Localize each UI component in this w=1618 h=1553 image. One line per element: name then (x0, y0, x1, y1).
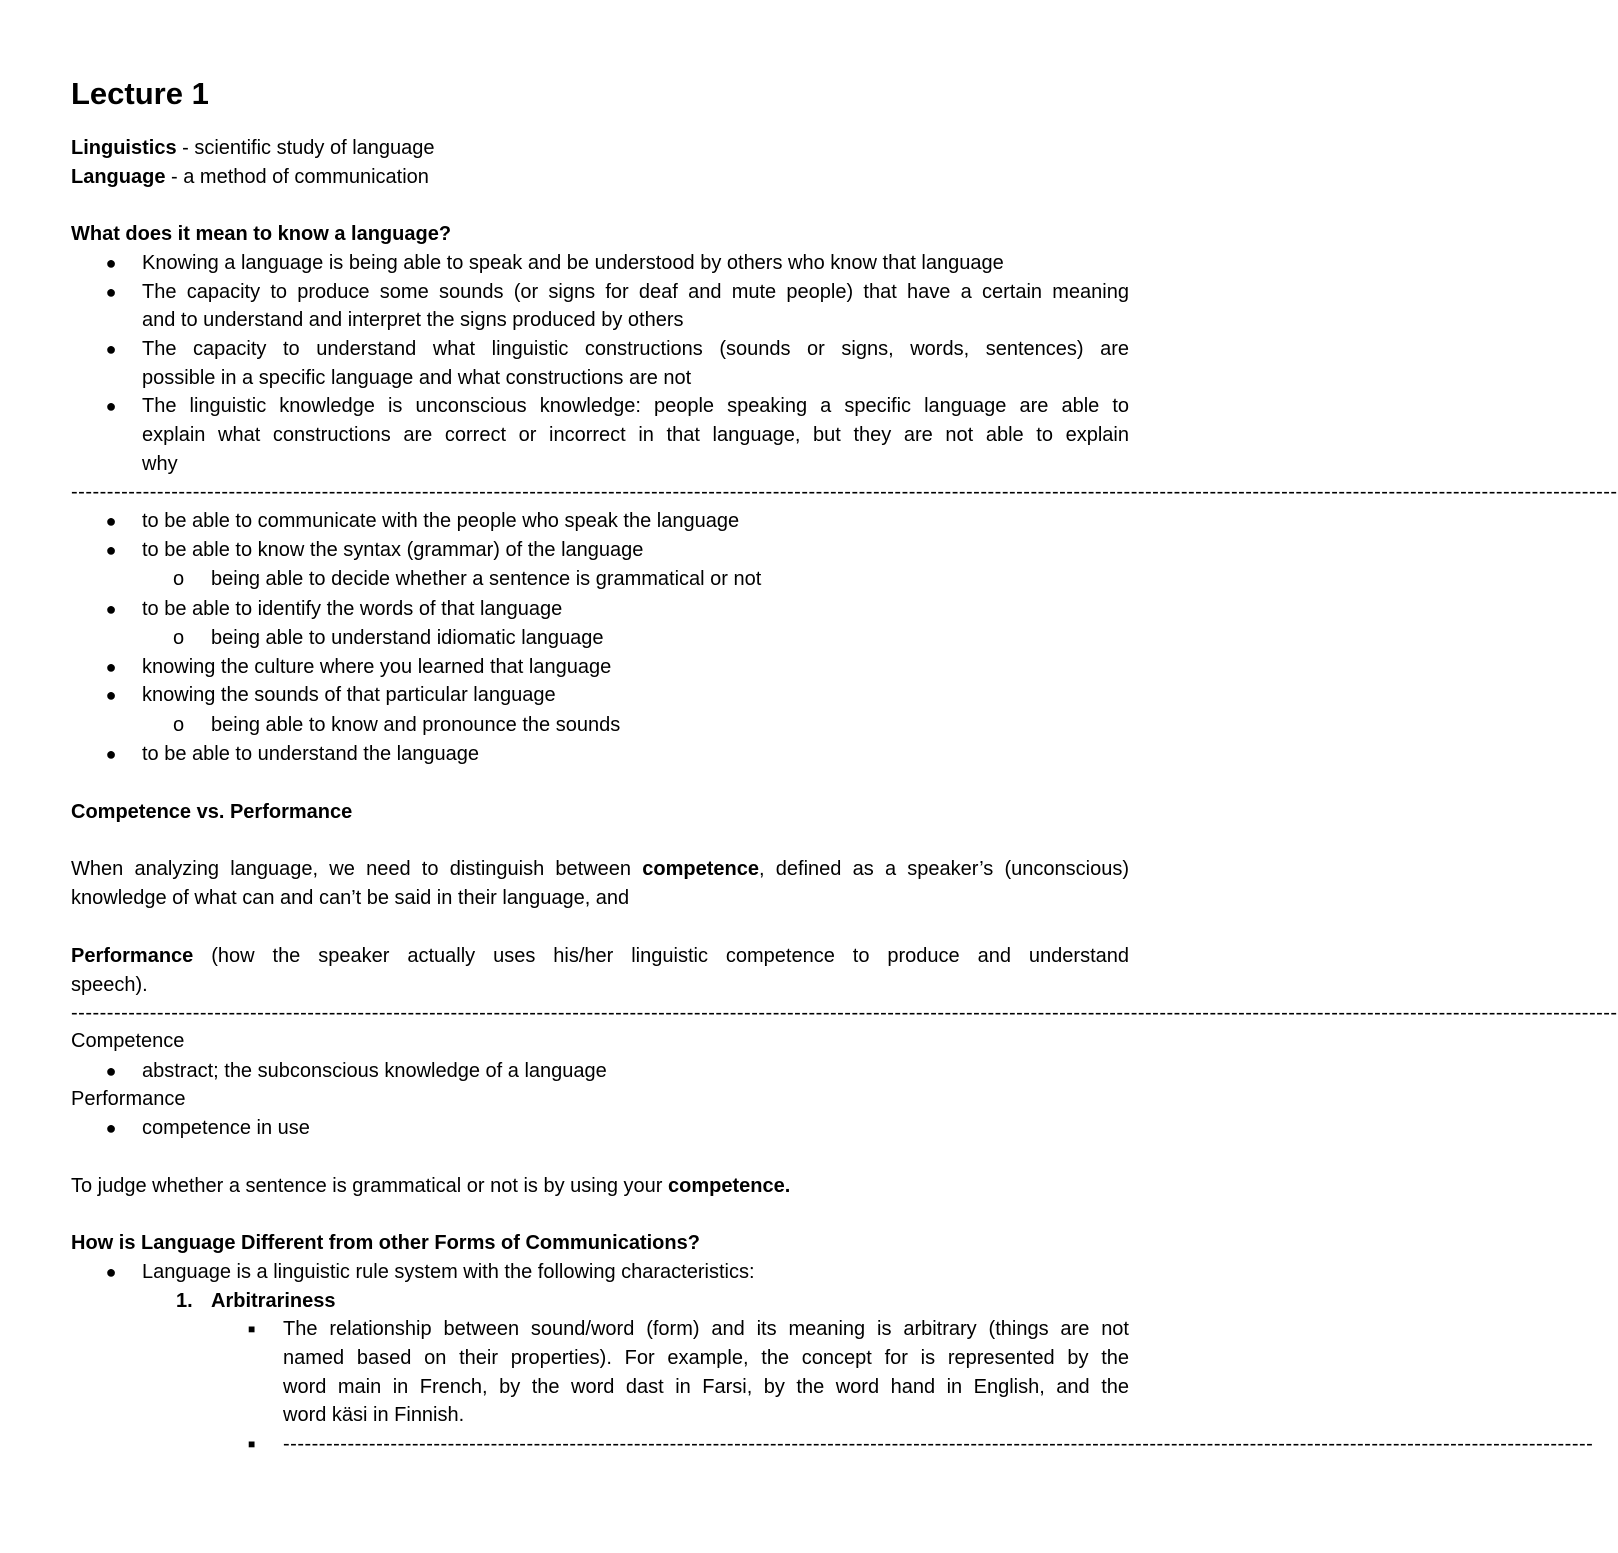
text: (how the speaker actually uses his/her linguistic competence to produce and understand (193, 945, 1129, 967)
term: Language (71, 166, 166, 188)
square-bullet-icon: ■ (248, 1322, 256, 1336)
sub-bullet-icon: o (173, 714, 185, 736)
definition-language (71, 163, 1129, 192)
definition-linguistics (71, 134, 1129, 163)
list-item: Knowing a language is being able to speak and be understood by others who know that language (142, 252, 1004, 274)
list-item-continued: and to understand and interpret the signs produced by others (142, 309, 684, 331)
definition-text: - a method of communication (165, 166, 429, 188)
list-item: to be able to know the syntax (grammar) of the language (142, 539, 644, 561)
list-item: abstract; the subconscious knowledge of a language (142, 1060, 607, 1082)
bullet-icon: ● (105, 685, 117, 705)
bullet-icon: ● (105, 744, 117, 764)
bullet-icon: ● (105, 599, 117, 619)
section-heading-competence: Competence vs. Performance (71, 801, 353, 823)
bullet-icon: ● (105, 1061, 117, 1081)
bold-text: competence (642, 858, 759, 880)
bullet-icon: ● (105, 253, 117, 273)
section-heading-language-different: How is Language Different from other Forms of Communications? (71, 1232, 700, 1254)
detail-line: word main in French, by the word dast in Farsi, by the word hand in English, and the (283, 1376, 1129, 1398)
sub-list-item: being able to understand idiomatic language (211, 627, 604, 649)
list-item: The capacity to produce some sounds (or signs for deaf and mute people) that have a certain meaning (142, 281, 1129, 303)
text: , defined as a speaker’s (unconscious) (758, 858, 1129, 880)
list-item: knowing the culture where you learned that language (142, 656, 612, 678)
bullet-icon: ● (105, 540, 117, 560)
sub-list-item: being able to know and pronounce the sounds (211, 714, 621, 736)
list-item: The capacity to understand what linguistic constructions (sounds or signs, words, sentences) are (142, 338, 1129, 360)
sub-list-item: being able to decide whether a sentence is grammatical or not (211, 568, 762, 590)
bold-text: Performance (71, 945, 194, 967)
section-heading-know-language: What does it mean to know a language? (71, 223, 452, 245)
item-number: 1. (176, 1290, 193, 1312)
list-item: The linguistic knowledge is unconscious knowledge: people speaking a specific language are able to (142, 395, 1129, 417)
list-item-continued: possible in a specific language and what constructions are not (142, 367, 692, 389)
bullet-icon: ● (105, 1118, 117, 1138)
detail-line: The relationship between sound/word (form) and its meaning is arbitrary (things are not (283, 1318, 1129, 1340)
divider: --------------------------------------------------------------------------------------------------------------------------------------------------------------------------------------- (283, 1433, 1594, 1455)
list-item: to be able to communicate with the people who speak the language (142, 510, 740, 532)
paragraph-line: knowledge of what can and can’t be said in their language, and (71, 887, 630, 909)
item-label: Arbitrariness (211, 1290, 336, 1312)
bullet-icon: ● (105, 511, 117, 531)
competence-label: Competence (71, 1030, 185, 1052)
bullet-icon: ● (105, 282, 117, 302)
performance-label: Performance (71, 1088, 186, 1110)
divider: ------------------------------------------------------------------------------------------------------------------------------------------------------------------------------------------------------------------------ (71, 481, 1618, 503)
list-item: knowing the sounds of that particular language (142, 684, 556, 706)
list-item: competence in use (142, 1117, 310, 1139)
list-item-continued: why (142, 453, 178, 475)
bullet-icon: ● (105, 396, 117, 416)
term: Linguistics (71, 137, 177, 159)
definition-text: - scientific study of language (176, 137, 435, 159)
list-item: to be able to identify the words of that language (142, 598, 563, 620)
list-item: to be able to understand the language (142, 743, 479, 765)
text: When analyzing language, we need to distinguish between (71, 858, 643, 880)
detail-line: word käsi in Finnish. (283, 1404, 465, 1426)
detail-line: named based on their properties). For example, the concept for is represented by the (283, 1347, 1129, 1369)
sub-bullet-icon: o (173, 568, 185, 590)
bullet-icon: ● (105, 339, 117, 359)
text: To judge whether a sentence is grammatical or not is by using your (71, 1175, 668, 1197)
bullet-icon: ● (105, 1262, 117, 1282)
paragraph-line: speech). (71, 974, 148, 996)
square-bullet-icon: ■ (248, 1437, 256, 1451)
sub-bullet-icon: o (173, 627, 185, 649)
paragraph-line (71, 855, 1129, 884)
list-item: Language is a linguistic rule system with the following characteristics: (142, 1261, 755, 1283)
divider: ------------------------------------------------------------------------------------------------------------------------------------------------------------------------------------------------------------------------ (71, 1002, 1618, 1024)
paragraph-line (71, 1172, 1129, 1201)
bold-text: competence. (667, 1175, 791, 1197)
list-item-continued: explain what constructions are correct or incorrect in that language, but they are not able to explain (142, 424, 1129, 446)
bullet-icon: ● (105, 657, 117, 677)
page-title: Lecture 1 (71, 76, 209, 111)
paragraph-line (71, 942, 1129, 971)
